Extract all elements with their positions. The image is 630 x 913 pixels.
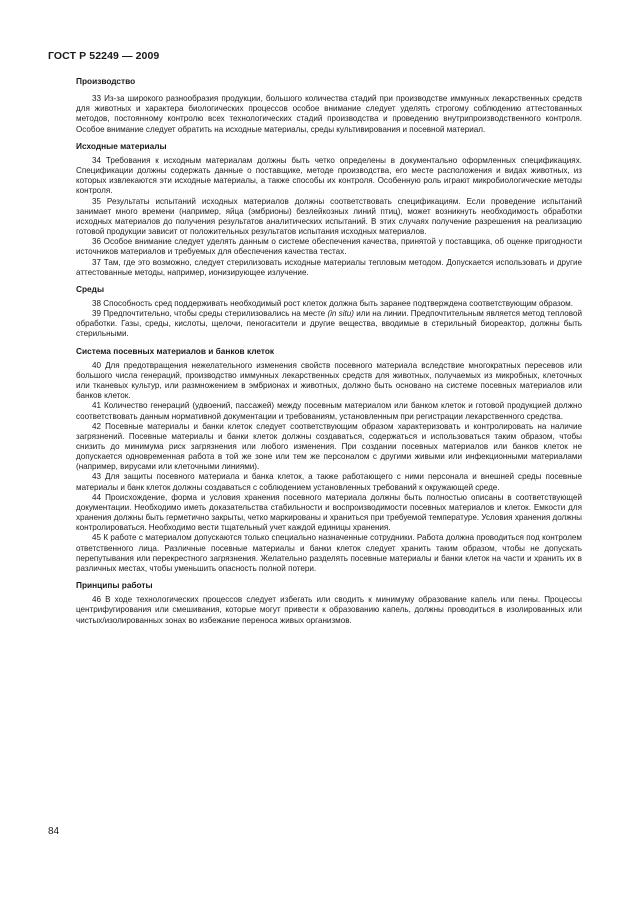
section-heading-media: Среды [76, 283, 105, 294]
paragraph-46: 46 В ходе технологических процессов следует избегать или сводить к минимуму образование капель или пены. Процессы центрифугирования или смешивания, которые могут привести к образованию капель, должны проводиться в изолированных или чистых/изолированных зонах во избежание переноса живых организмов. [76, 595, 582, 625]
paragraph-41: 41 Количество генераций (удвоений, пассажей) между посевным материалом или банком клеток и готовой продукцией должно соответствовать данным нормативной документации и требованиям, установленным при регистрации лекарственного средства. [76, 401, 582, 421]
paragraph-40: 40 Для предотвращения нежелательного изменения свойств посевного материала вследствие многократных пересевов или большого числа генераций, производство иммунных лекарственных средств для животных, получаемых из микробных, клеточных или тканевых культур, или размножением в эмбрионах и животных, должно быть основано на системе посевных материалов или банков клеток. [76, 360, 582, 401]
paragraph-37: 37 Там, где это возможно, следует стерилизовать исходные материалы тепловым методом. Допускается использовать и другие аттестованные методы, например, ионизирующее излучение. [76, 257, 582, 277]
section-heading-starting-materials: Исходные материалы [76, 140, 167, 151]
page-content [76, 76, 582, 626]
document-header: ГОСТ Р 52249 — 2009 [48, 50, 160, 62]
paragraph-42: 42 Посевные материалы и банки клеток следует соответствующим образом характеризовать и контролировать на наличие загрязнений. Посевные материалы и банки клеток должны создаваться, содержаться и использоваться таким образом, чтобы снизить до минимума риск загрязнения или любого изменения. При создании посевных материалов или банков клеток не допускается одновременная работа в той же зоне или тем же персоналом с другими живыми или инфекционными материалами (например, вирусами или клеточными линиями). [76, 421, 582, 472]
section-heading-seed-lot-system: Система посевных материалов и банков клеток [76, 345, 275, 356]
paragraph-34: 34 Требования к исходным материалам должны быть четко определены в документально оформленных спецификациях. Спецификации должны содержать данные о поставщике, методе производства, его месте расположения и видах животных, из которых извлекаются эти исходные материалы, а также способы их контроля. Особенную роль играют микробиологические методы контроля. [76, 155, 582, 196]
paragraph-33: 33 Из-за широкого разнообразия продукции, большого количества стадий при производстве иммунных лекарственных средств для животных и характера биологических процессов особое внимание следует уделять строгому соблюдению аттестованных методов, постоянному контролю всех технологических стадий производства и проведению внутрипроизводственного контроля. Особое внимание следует обратить на исходные материалы, среды культивирования и посевной материал. [76, 94, 582, 134]
paragraph-39-text-end: или на линии. Предпочтительным является метод тепловой обработки. Газы, среды, кислоты, щелочи, пеногасители и другие вещества, вводимые в стерильный биореактор, должны быть стерильными. [76, 309, 583, 339]
paragraph-39-text-start: 39 Предпочтительно, чтобы среды стерилизовались на месте [92, 309, 328, 319]
paragraph-45: 45 К работе с материалом допускаются только специально назначенные сотрудники. Работа должна проводиться под контролем ответственного лица. Различные посевные материалы и банки клеток следует хранить таким образом, чтобы не допускать перепутывания или перекрестного загрязнения. Желательно разделять посевные материалы и банки клеток на части и хранить их в различных местах, чтобы уменьшить опасность полной потери. [76, 533, 582, 573]
paragraph-38: 38 Способность сред поддерживать необходимый рост клеток должна быть заранее подтверждена соответствующим образом. [92, 298, 573, 308]
paragraph-36: 36 Особое внимание следует уделять данным о системе обеспечения качества, принятой у поставщика, об оценке пригодности источников материалов и требуемых для обеспечения качества тестах. [76, 237, 582, 257]
paragraph-43: 43 Для защиты посевного материала и банка клеток, а также работающего с ними персонала и внешней среды посевные материалы и банк клеток должны создаваться с соблюдением установленных требований к окружающей среде. [76, 472, 582, 492]
paragraph-39-in-situ: (in situ) [327, 309, 354, 319]
page-number: 84 [48, 826, 60, 837]
paragraph-35: 35 Результаты испытаний исходных материалов должны соответствовать спецификациям. Если проведение испытаний занимает много времени (например, яйца (эмбрионы) безлейкозных линий птиц), может возникнуть необходимость обработки исходных материалов до получения результатов аналитических испытаний. В этих случаях получение разрешения на реализацию готовой продукции зависит от положительных результатов испытания исходных материалов. [76, 196, 582, 237]
section-heading-production: Производство [76, 76, 136, 86]
paragraph-39 [76, 309, 582, 339]
paragraph-44: 44 Происхождение, форма и условия хранения посевного материала должны быть полностью описаны в соответствующей документации. Необходимо иметь доказательства стабильности и воспроизводимости посевных материалов и клеток. Емкости для хранения должны быть герметично закрыты, четко маркированы и храниться при требуемой температуре. Условия хранения должны контролироваться. Необходимо вести тщательный учет каждой единицы хранения. [76, 492, 582, 533]
section-heading-operating-principles: Принципы работы [76, 580, 153, 591]
